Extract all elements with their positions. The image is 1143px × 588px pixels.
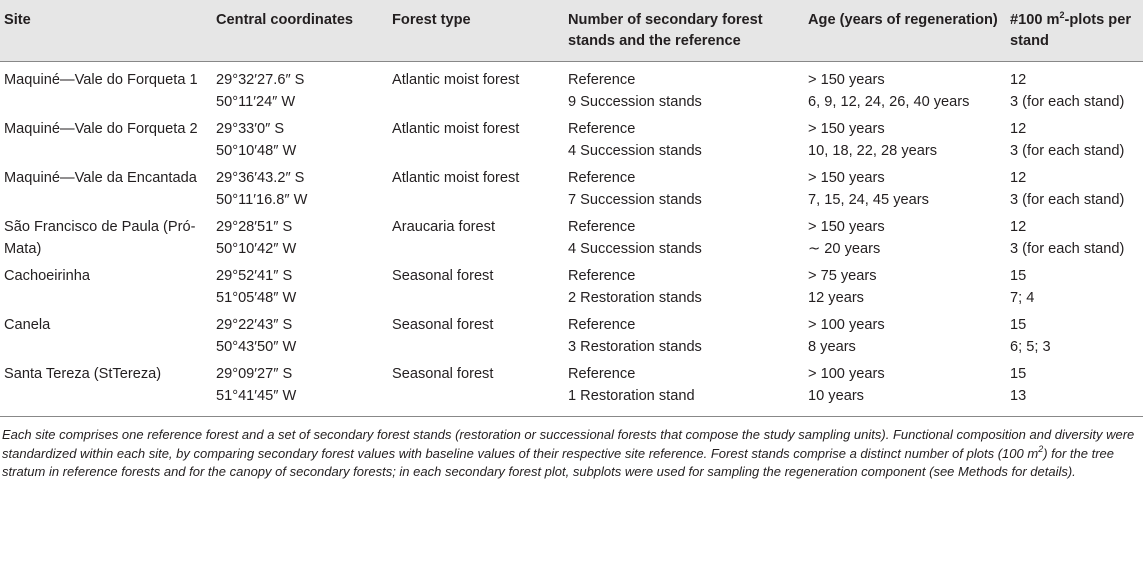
cell-lat: 29°33′0″ S [216,121,285,137]
footnote-sup: 2 [1038,443,1044,454]
header-plots-prefix: #100 m [1010,12,1060,28]
cell-forest-type: Atlantic moist forest [392,72,520,88]
cell-ref-age: > 100 years [808,317,885,333]
cell-ref-age: > 150 years [808,72,885,88]
cell-lon: 50°10′42″ W [216,240,297,257]
cell-lon: 50°10′48″ W [216,142,297,159]
cell-sec-age: ∼ 20 years [808,240,881,257]
cell-ref-age: > 150 years [808,121,885,137]
cell-sec-age: 8 years [808,338,856,355]
header-site: Site [4,12,31,28]
cell-ref-age: > 100 years [808,366,885,382]
cell-forest-type: Araucaria forest [392,219,496,235]
footnote-part1: Each site comprises one reference forest and a set of secondary forest stands (restoration or successional forests that compose the study sampling units). Functional composition and diversity were standardized within each site, by comparing secondary forest values with baseline values of their respective site reference. Forest stands comprise a distinct number of plots (100 m [2,427,1135,461]
table-row [0,361,1143,386]
table-row [0,263,1143,288]
cell-lon: 51°05′48″ W [216,289,297,306]
cell-ref-plots: 12 [1010,219,1027,235]
cell-lat: 29°32′27.6″ S [216,72,305,88]
cell-ref-plots: 12 [1010,121,1027,137]
cell-sec-plots: 13 [1010,387,1027,404]
cell-site: Santa Tereza (StTereza) [4,366,162,382]
cell-ref-plots: 12 [1010,72,1027,88]
cell-sec-label: 3 Restoration stands [568,338,702,355]
table-row [0,62,1143,92]
header-plots [1006,0,1143,62]
table-row [0,214,1143,239]
cell-sec-label: 4 Succession stands [568,240,702,257]
header-plots-sup: 2 [1059,10,1065,20]
cell-ref-label: Reference [568,72,636,88]
cell-site: Maquiné—Vale do Forqueta 1 [4,72,198,88]
cell-forest-type: Seasonal forest [392,268,494,284]
header-plots-suffix: -plots per stand [1010,12,1131,49]
cell-lat: 29°36′43.2″ S [216,170,305,186]
cell-sec-label: 7 Succession stands [568,191,702,208]
cell-sec-age: 6, 9, 12, 24, 26, 40 years [808,93,970,110]
cell-lat: 29°22′43″ S [216,317,293,333]
cell-sec-age: 10, 18, 22, 28 years [808,142,937,159]
table-body [0,62,1143,417]
cell-sec-plots: 3 (for each stand) [1010,191,1125,208]
header-forest-type: Forest type [392,12,471,28]
footnote-part2: ) for the tree stratum in reference forests and for the canopy of secondary forests; in each secondary forest plot, subplots were used for sampling the regeneration component (see Methods for details). [2,445,1115,479]
cell-ref-age: > 150 years [808,170,885,186]
cell-site: São Francisco de Paula (Pró-Mata) [4,219,196,257]
header-coordinates: Central coordinates [216,12,354,28]
cell-site: Maquiné—Vale da Encantada [4,170,197,186]
cell-sec-age: 10 years [808,387,864,404]
cell-lon: 51°41′45″ W [216,387,297,404]
cell-sec-label: 4 Succession stands [568,142,702,159]
table-row [0,165,1143,190]
cell-sec-plots: 3 (for each stand) [1010,142,1125,159]
cell-ref-label: Reference [568,219,636,235]
cell-sec-age: 12 years [808,289,864,306]
cell-ref-label: Reference [568,366,636,382]
cell-ref-label: Reference [568,170,636,186]
cell-ref-label: Reference [568,268,636,284]
table-header-row [0,0,1143,62]
cell-sec-plots: 7; 4 [1010,289,1035,306]
cell-lon: 50°43′50″ W [216,338,297,355]
cell-lat: 29°09′27″ S [216,366,293,382]
cell-lon: 50°11′16.8″ W [216,191,308,208]
cell-site: Cachoeirinha [4,268,90,284]
cell-sec-plots: 3 (for each stand) [1010,93,1125,110]
cell-forest-type: Seasonal forest [392,366,494,382]
cell-sec-plots: 3 (for each stand) [1010,240,1125,257]
cell-sec-label: 1 Restoration stand [568,387,695,404]
cell-forest-type: Atlantic moist forest [392,121,520,137]
cell-forest-type: Atlantic moist forest [392,170,520,186]
table-footnote [0,417,1143,482]
cell-sec-age: 7, 15, 24, 45 years [808,191,929,208]
header-stands: Number of secondary forest stands and the reference [568,12,763,49]
cell-ref-age: > 75 years [808,268,877,284]
cell-sec-label: 2 Restoration stands [568,289,702,306]
cell-ref-plots: 12 [1010,170,1027,186]
table-row [0,312,1143,337]
cell-ref-label: Reference [568,317,636,333]
cell-site: Maquiné—Vale do Forqueta 2 [4,121,198,137]
cell-ref-plots: 15 [1010,317,1027,333]
cell-site: Canela [4,317,51,333]
cell-ref-plots: 15 [1010,268,1027,284]
cell-lat: 29°28′51″ S [216,219,293,235]
cell-sec-label: 9 Succession stands [568,93,702,110]
cell-sec-plots: 6; 5; 3 [1010,338,1051,355]
cell-lon: 50°11′24″ W [216,93,296,110]
cell-ref-label: Reference [568,121,636,137]
cell-ref-plots: 15 [1010,366,1027,382]
cell-ref-age: > 150 years [808,219,885,235]
header-age: Age (years of regeneration) [808,12,998,28]
table-row [0,116,1143,141]
cell-forest-type: Seasonal forest [392,317,494,333]
cell-lat: 29°52′41″ S [216,268,293,284]
